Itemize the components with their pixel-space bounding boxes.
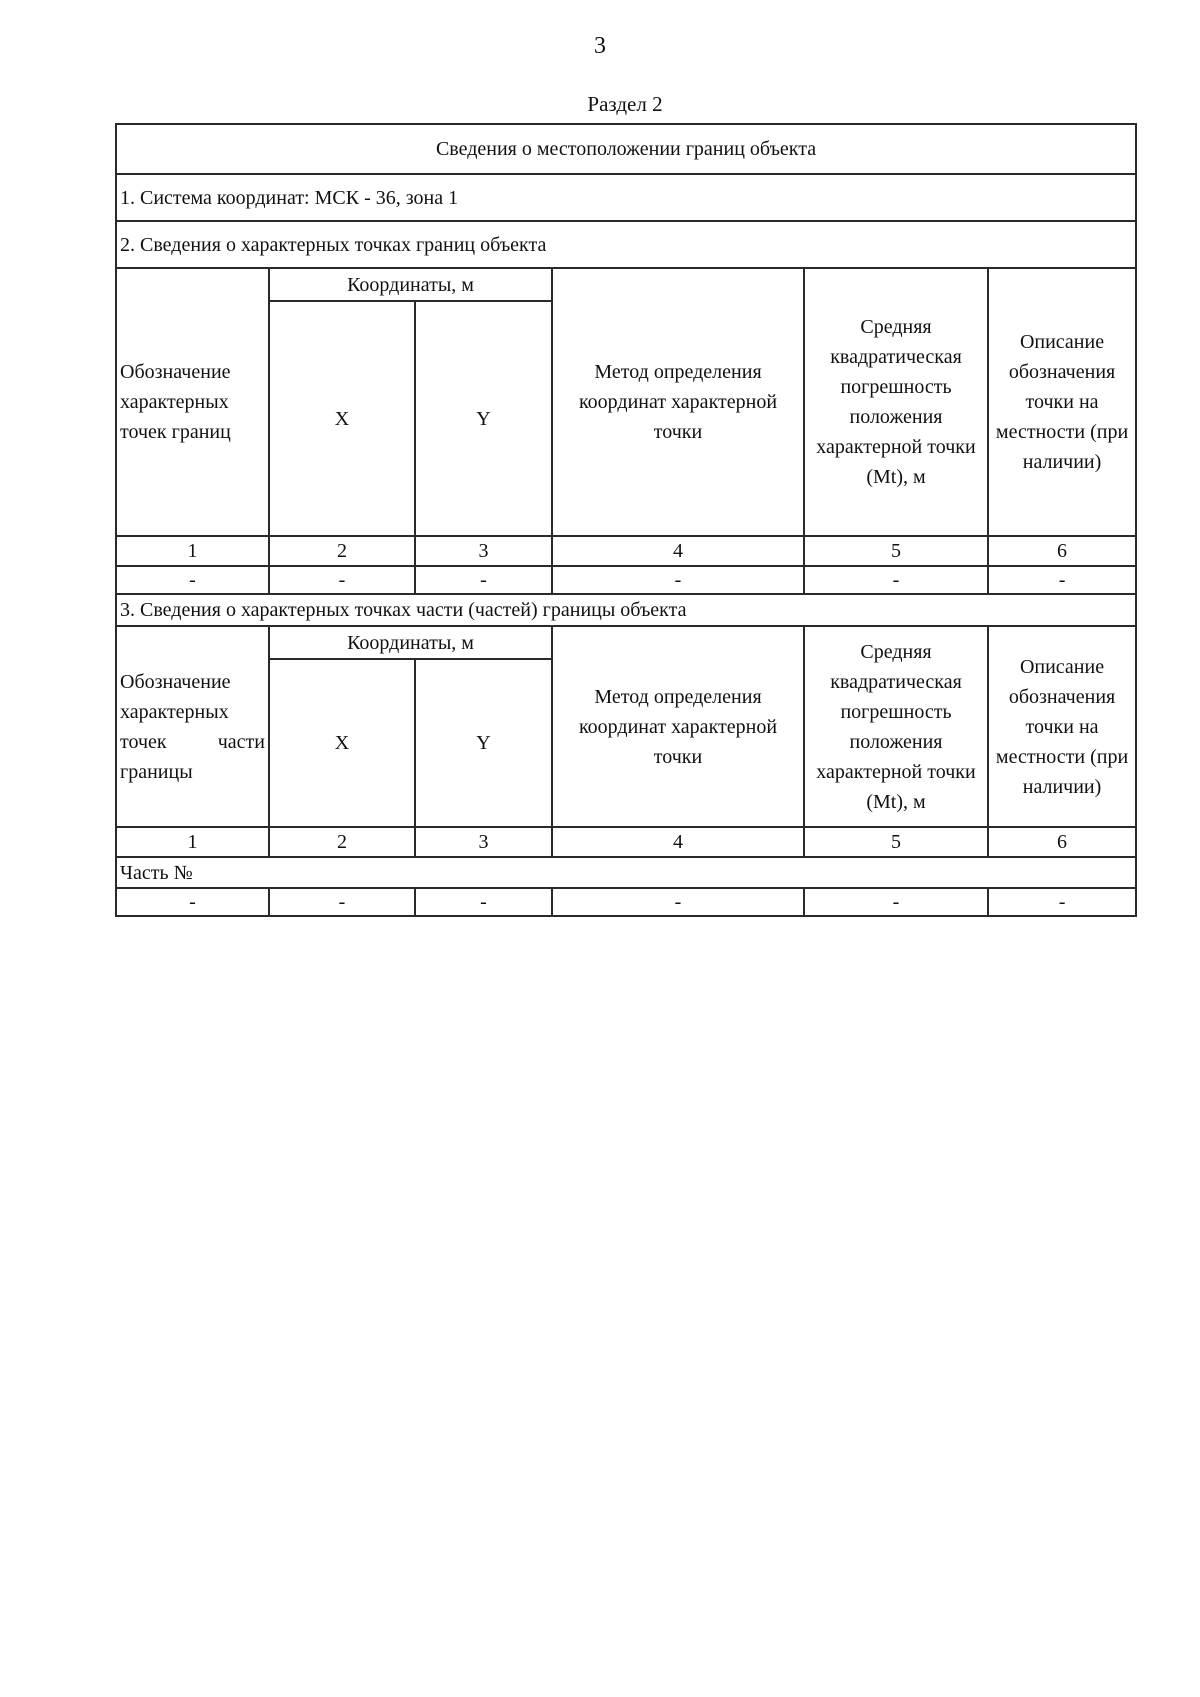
table-cell: -	[269, 888, 415, 916]
table-cell: -	[116, 888, 269, 916]
column-number: 1	[116, 536, 269, 566]
column-number: 3	[415, 827, 552, 857]
section3-col-x: X	[269, 659, 415, 827]
column-number: 2	[269, 827, 415, 857]
section3-col-coords: Координаты, м	[269, 626, 552, 659]
section2-number-row	[116, 536, 1136, 566]
column-number: 6	[988, 536, 1136, 566]
table-cell: -	[552, 566, 804, 594]
table-cell: -	[415, 888, 552, 916]
table-cell: -	[988, 566, 1136, 594]
section3-col-description: Описание обозначения точки на местности (при наличии)	[988, 626, 1136, 827]
section3-col-designation-line: характерных	[120, 700, 229, 723]
column-number: 5	[804, 827, 988, 857]
page-number: 3	[594, 33, 606, 59]
section3-col-designation	[116, 626, 269, 827]
column-number: 2	[269, 536, 415, 566]
table-cell: -	[988, 888, 1136, 916]
table-title: Сведения о местоположении границ объекта	[116, 124, 1136, 174]
column-number: 4	[552, 827, 804, 857]
table-cell: -	[415, 566, 552, 594]
column-number: 4	[552, 536, 804, 566]
section3-col-error: Средняя квадратическая погрешность положения характерной точки (Mt), м	[804, 626, 988, 827]
table-cell: -	[804, 566, 988, 594]
column-number: 1	[116, 827, 269, 857]
boundary-table	[115, 123, 1137, 917]
section2-col-x: X	[269, 301, 415, 536]
table-cell: -	[269, 566, 415, 594]
section3-col-designation-line: Обозначение	[120, 670, 231, 693]
section2-col-y: Y	[415, 301, 552, 536]
section2-heading: 2. Сведения о характерных точках границ объекта	[116, 221, 1136, 268]
section2-col-method: Метод определения координат характерной точки	[552, 268, 804, 536]
section3-heading: 3. Сведения о характерных точках части (частей) границы объекта	[116, 594, 1136, 626]
table-cell: -	[116, 566, 269, 594]
coord-system-line: 1. Система координат: МСК - 36, зона 1	[116, 174, 1136, 221]
section3-col-designation-line: точек части	[120, 730, 265, 753]
section3-number-row	[116, 827, 1136, 857]
part-label: Часть №	[116, 857, 1136, 888]
section2-col-coords: Координаты, м	[269, 268, 552, 301]
table-row	[116, 566, 1136, 594]
section3-col-designation-line: границы	[120, 760, 193, 783]
column-number: 5	[804, 536, 988, 566]
table-cell: -	[804, 888, 988, 916]
section-label: Раздел 2	[587, 92, 663, 116]
section2-col-description: Описание обозначения точки на местности (при наличии)	[988, 268, 1136, 536]
table-cell: -	[552, 888, 804, 916]
column-number: 6	[988, 827, 1136, 857]
section3-col-method: Метод определения координат характерной точки	[552, 626, 804, 827]
table-row	[116, 888, 1136, 916]
section3-col-y: Y	[415, 659, 552, 827]
section2-col-error: Средняя квадратическая погрешность положения характерной точки (Mt), м	[804, 268, 988, 536]
column-number: 3	[415, 536, 552, 566]
section2-col-designation: Обозначение характерных точек границ	[116, 268, 269, 536]
